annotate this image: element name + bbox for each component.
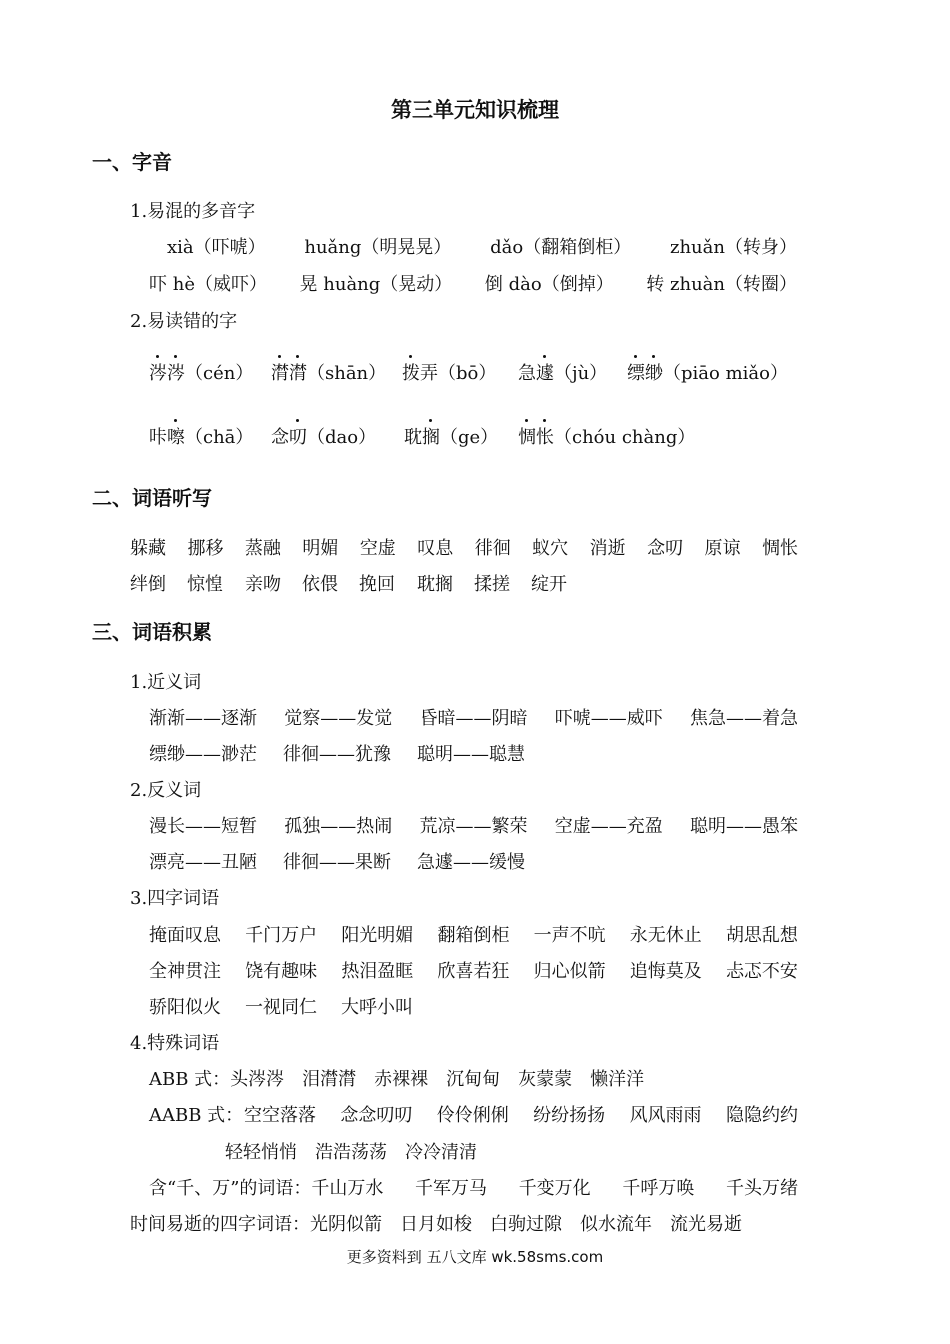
word-item: 咔嚓（chā） (149, 426, 253, 450)
subheading-antonyms: 2.反义词 (130, 780, 202, 801)
word-pair: 昏暗——阴暗 (419, 708, 528, 729)
word-item: 阳光明媚 (341, 925, 414, 946)
section-heading-accumulation: 三、词语积累 (92, 620, 212, 644)
word-item: 千门万户 (245, 925, 318, 946)
section-heading-pronunciation: 一、字音 (92, 150, 172, 174)
antonym-row-1 (149, 815, 798, 839)
word-item: 一声不吭 (533, 925, 606, 946)
word-item: 骄阳似火 (149, 997, 221, 1018)
word-item: 躲藏 (130, 538, 166, 559)
word-pair: 聪明——聪慧 (417, 744, 525, 765)
synonym-row-1 (149, 707, 798, 731)
word-item: 翻箱倒柜 (437, 925, 510, 946)
qianwan-row (149, 1177, 798, 1201)
word-item: 大呼小叫 (341, 997, 413, 1018)
word-item: huǎng（明晃晃） (304, 237, 452, 258)
word-item: 伶伶俐俐 (436, 1105, 509, 1126)
word-pair: 徘徊——果断 (283, 852, 391, 873)
footer-source: 更多资料到 五八文库 wk.58sms.com (346, 1248, 604, 1266)
word-item: 饶有趣味 (245, 961, 318, 982)
word-item: 绊倒 (130, 574, 166, 595)
word-item: 缥缈（piāo miǎo） (627, 362, 788, 386)
word-item: 依偎 (302, 574, 338, 595)
word-item: 转 zhuàn（转圈） (646, 274, 797, 295)
word-item: 念叨（dao） (271, 426, 376, 450)
word-item: 念叨 (647, 538, 684, 559)
word-pair: 荒凉——繁荣 (419, 816, 528, 837)
word-item: 耽搁 (417, 574, 453, 595)
word-item: 惆怅 (761, 538, 798, 559)
word-item: 空虚 (359, 538, 396, 559)
word-item: 倒 dào（倒掉） (484, 274, 614, 295)
word-pair: 急遽——缓慢 (417, 852, 525, 873)
word-item: zhuǎn（转身） (669, 237, 797, 258)
word-item: 千军万马 (415, 1178, 488, 1199)
time-words: 时间易逝的四字词语：光阴似箭 日月如梭 白驹过隙 似水流年 流光易逝 (130, 1214, 742, 1235)
word-item: 纷纷扬扬 (533, 1105, 606, 1126)
word-pair: 觉察——发觉 (284, 708, 393, 729)
aabb-row-1 (244, 1104, 798, 1128)
word-item: 念念叨叨 (340, 1105, 413, 1126)
word-item: 千变万化 (518, 1178, 591, 1199)
subheading-polyphonic: 1.易混的多音字 (130, 201, 256, 222)
word-pair: 缥缈——渺茫 (149, 744, 257, 765)
page-title: 第三单元知识梳理 (391, 98, 559, 122)
subheading-misread: 2.易读错的字 (130, 311, 238, 332)
word-item: 风风雨雨 (629, 1105, 702, 1126)
word-pair: 聪明——愚笨 (690, 816, 798, 837)
word-item: 永无休止 (629, 925, 702, 946)
word-pair: 漫长——短暂 (149, 816, 257, 837)
word-item: 挽回 (359, 574, 395, 595)
aabb-row-2: 轻轻悄悄 浩浩荡荡 冷冷清清 (225, 1142, 477, 1163)
word-item: 胡思乱想 (725, 925, 798, 946)
word-item: 蒸融 (244, 538, 281, 559)
abb-words: ABB 式：头涔涔 泪潸潸 赤裸裸 沉甸甸 灰蒙蒙 懒洋洋 (149, 1069, 645, 1090)
word-pair: 焦急——着急 (690, 708, 798, 729)
word-item: 吓 hè（威吓） (149, 274, 267, 295)
word-item: 全神贯注 (149, 961, 221, 982)
word-item: xià（吓唬） (167, 237, 266, 258)
word-pair: 孤独——热闹 (284, 816, 393, 837)
word-item: 明媚 (302, 538, 339, 559)
word-item: 消逝 (589, 538, 626, 559)
subheading-synonyms: 1.近义词 (130, 672, 202, 693)
aabb-label: AABB 式： (149, 1105, 244, 1126)
section-heading-dictation: 二、词语听写 (92, 486, 212, 510)
word-item: 涔涔（cén） (149, 362, 253, 386)
word-item: 叹息 (417, 538, 454, 559)
word-item: 含“千、万”的词语：千山万水 (149, 1178, 384, 1199)
word-item: 晃 huàng（晃动） (299, 274, 453, 295)
word-item: 千头万绪 (725, 1178, 798, 1199)
word-item: 绽开 (531, 574, 567, 595)
word-pair: 徘徊——犹豫 (283, 744, 391, 765)
word-item: 潸潸（shān） (271, 362, 386, 386)
word-pair: 渐渐——逐渐 (149, 708, 257, 729)
subheading-four-char: 3.四字词语 (130, 888, 220, 909)
word-item: 徘徊 (474, 538, 511, 559)
word-item: 归心似箭 (533, 961, 606, 982)
word-item: 耽搁（ge） (404, 426, 498, 450)
subheading-special: 4.特殊词语 (130, 1033, 220, 1054)
word-item: 空空落落 (244, 1105, 316, 1126)
word-item: 惆怅（chóu chàng） (518, 426, 695, 450)
word-item: 掩面叹息 (149, 925, 221, 946)
word-pair: 吓唬——威吓 (554, 708, 663, 729)
word-item: 惊惶 (187, 574, 223, 595)
word-item: 一视同仁 (245, 997, 317, 1018)
word-item: 急遽（jù） (518, 362, 607, 386)
word-item: 千呼万唤 (622, 1178, 695, 1199)
word-item: 原谅 (704, 538, 741, 559)
word-item: 欣喜若狂 (437, 961, 510, 982)
word-pair: 漂亮——丑陋 (149, 852, 257, 873)
word-item: 揉搓 (474, 574, 510, 595)
word-item: 挪移 (187, 538, 224, 559)
word-item: 隐隐约约 (725, 1105, 798, 1126)
dictation-row-1 (130, 537, 798, 561)
word-item: 拨弄（bō） (402, 362, 496, 386)
four-char-row-1 (149, 924, 798, 948)
word-item: 蚁穴 (532, 538, 569, 559)
polyphonic-row-1 (167, 236, 797, 260)
word-item: dǎo（翻箱倒柜） (490, 237, 632, 258)
word-item: 追悔莫及 (629, 961, 702, 982)
word-item: 亲吻 (245, 574, 281, 595)
four-char-row-2 (149, 960, 798, 984)
word-item: 忐忑不安 (725, 961, 798, 982)
word-pair: 空虚——充盈 (554, 816, 663, 837)
word-item: 热泪盈眶 (341, 961, 414, 982)
polyphonic-row-2 (149, 273, 797, 297)
